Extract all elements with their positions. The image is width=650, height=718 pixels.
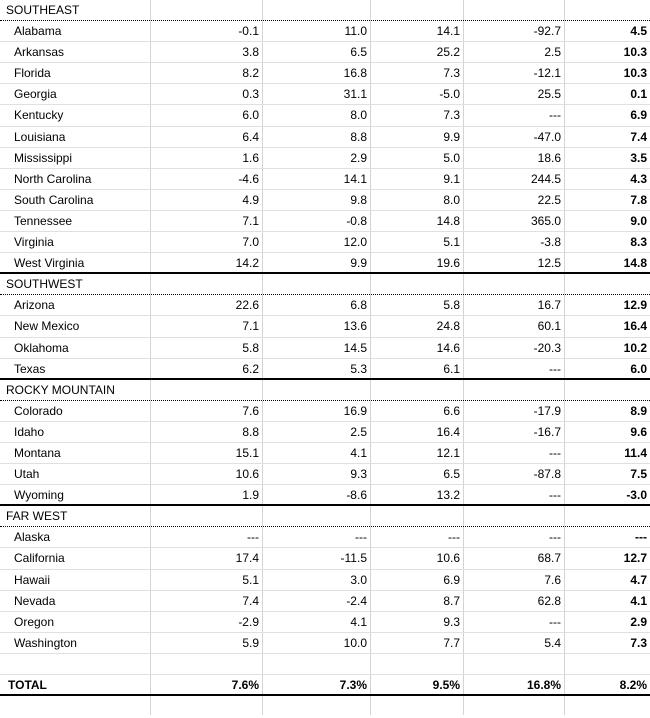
- value-cell[interactable]: -92.7: [533, 24, 561, 39]
- grid-line: [463, 696, 464, 715]
- grid-line: [564, 380, 565, 400]
- table-row: [0, 443, 650, 464]
- value-cell[interactable]: 9.9: [350, 256, 367, 271]
- value-cell[interactable]: ---: [448, 530, 460, 545]
- table-row: [0, 527, 650, 548]
- value-cell[interactable]: 62.8: [537, 593, 561, 608]
- value-cell[interactable]: 14.6: [436, 340, 460, 355]
- value-cell[interactable]: 4.7: [630, 572, 647, 587]
- section-header-southeast: [0, 0, 650, 21]
- value-cell[interactable]: -0.8: [346, 213, 367, 228]
- grid-line: [370, 380, 371, 400]
- total-value-cell[interactable]: 7.3%: [339, 678, 367, 692]
- grid-line: [564, 274, 565, 294]
- grid-line: [564, 0, 565, 20]
- value-cell[interactable]: 25.2: [436, 45, 460, 60]
- value-cell[interactable]: -17.9: [533, 403, 561, 418]
- value-cell[interactable]: 7.6: [242, 403, 259, 418]
- value-cell[interactable]: 5.4: [544, 635, 561, 650]
- value-cell[interactable]: ---: [355, 530, 367, 545]
- value-cell[interactable]: 9.0: [630, 213, 647, 228]
- grid-line: [262, 0, 263, 20]
- value-cell[interactable]: -2.9: [238, 614, 259, 629]
- state-name-cell[interactable]: Alaska: [14, 530, 51, 545]
- value-cell[interactable]: 12.9: [623, 298, 647, 313]
- value-cell[interactable]: 8.0: [443, 192, 460, 207]
- value-cell[interactable]: -16.7: [533, 424, 561, 439]
- value-cell[interactable]: 6.9: [443, 572, 460, 587]
- value-cell[interactable]: 8.0: [350, 108, 367, 123]
- value-cell[interactable]: 8.9: [630, 403, 647, 418]
- value-cell[interactable]: -5.0: [439, 87, 460, 102]
- value-cell[interactable]: 9.1: [443, 171, 460, 186]
- table-row: [0, 21, 650, 42]
- state-name-cell[interactable]: Texas: [14, 361, 46, 376]
- table-row: [0, 232, 650, 253]
- value-cell[interactable]: 2.5: [350, 424, 367, 439]
- table-row: [0, 63, 650, 84]
- value-cell[interactable]: 7.6: [544, 572, 561, 587]
- table-row: [0, 548, 650, 569]
- table-row: [0, 485, 650, 506]
- table-row: [0, 127, 650, 148]
- value-cell[interactable]: 8.2: [242, 66, 259, 81]
- value-cell[interactable]: ---: [247, 530, 259, 545]
- value-cell[interactable]: 5.0: [443, 150, 460, 165]
- table-row: [0, 464, 650, 485]
- value-cell[interactable]: 7.3: [443, 66, 460, 81]
- state-name-cell[interactable]: Colorado: [14, 403, 63, 418]
- value-cell[interactable]: 19.6: [436, 256, 460, 271]
- state-name-cell[interactable]: Arizona: [14, 298, 55, 313]
- value-cell[interactable]: 1.6: [242, 150, 259, 165]
- blank-row: [0, 654, 650, 675]
- value-cell[interactable]: 6.1: [443, 361, 460, 376]
- value-cell[interactable]: 12.0: [343, 235, 367, 250]
- table-row: [0, 359, 650, 380]
- value-cell[interactable]: 10.6: [235, 467, 259, 482]
- section-title[interactable]: SOUTHEAST: [6, 3, 80, 17]
- total-value-cell[interactable]: 9.5%: [432, 678, 460, 692]
- state-name-cell[interactable]: Utah: [14, 467, 40, 482]
- value-cell[interactable]: 7.3: [630, 635, 647, 650]
- state-name-cell[interactable]: Arkansas: [14, 45, 65, 60]
- table-row: [0, 105, 650, 126]
- value-cell[interactable]: 18.6: [537, 150, 561, 165]
- value-cell[interactable]: 9.3: [350, 467, 367, 482]
- table-row: [0, 338, 650, 359]
- state-name-cell[interactable]: Nevada: [14, 593, 56, 608]
- state-name-cell[interactable]: Louisiana: [14, 129, 66, 144]
- value-cell[interactable]: 12.7: [623, 551, 647, 566]
- value-cell[interactable]: 7.1: [242, 213, 259, 228]
- table-row: [0, 148, 650, 169]
- section-title[interactable]: SOUTHWEST: [6, 277, 83, 292]
- grid-line: [370, 696, 371, 715]
- value-cell[interactable]: 22.6: [235, 298, 259, 313]
- grid-line: [463, 380, 464, 400]
- value-cell[interactable]: 6.5: [350, 45, 367, 60]
- total-label[interactable]: TOTAL: [8, 678, 47, 692]
- value-cell[interactable]: 9.9: [443, 129, 460, 144]
- state-name-cell[interactable]: West Virginia: [14, 256, 85, 271]
- table-row: [0, 253, 650, 274]
- grid-line: [370, 654, 371, 674]
- value-cell[interactable]: 4.1: [350, 614, 367, 629]
- value-cell[interactable]: 5.1: [242, 572, 259, 587]
- value-cell[interactable]: -11.5: [340, 551, 367, 566]
- grid-line: [463, 274, 464, 294]
- table-row: [0, 633, 650, 654]
- value-cell[interactable]: 244.5: [530, 171, 561, 186]
- value-cell[interactable]: 9.8: [350, 192, 367, 207]
- grid-line: [564, 506, 565, 526]
- value-cell[interactable]: 9.6: [630, 424, 647, 439]
- value-cell[interactable]: 31.1: [343, 87, 367, 102]
- value-cell[interactable]: 16.4: [623, 319, 647, 334]
- value-cell[interactable]: -12.1: [533, 66, 561, 81]
- grid-line: [262, 274, 263, 294]
- value-cell[interactable]: -87.8: [533, 467, 561, 482]
- value-cell[interactable]: 22.5: [537, 192, 561, 207]
- value-cell[interactable]: 5.3: [350, 361, 367, 376]
- value-cell[interactable]: -20.3: [533, 340, 561, 355]
- value-cell[interactable]: 8.8: [350, 129, 367, 144]
- value-cell[interactable]: ---: [549, 614, 561, 629]
- value-cell[interactable]: -8.6: [346, 488, 367, 503]
- value-cell[interactable]: 14.1: [436, 24, 460, 39]
- value-cell[interactable]: 6.6: [443, 403, 460, 418]
- state-name-cell[interactable]: Georgia: [14, 87, 57, 102]
- grid-line: [463, 0, 464, 20]
- value-cell[interactable]: ---: [549, 488, 561, 503]
- value-cell[interactable]: 4.1: [350, 445, 367, 460]
- state-name-cell[interactable]: Tennessee: [14, 213, 73, 228]
- value-cell[interactable]: 60.1: [537, 319, 561, 334]
- value-cell[interactable]: 16.9: [343, 403, 367, 418]
- value-cell[interactable]: 7.8: [630, 192, 647, 207]
- value-cell[interactable]: 6.2: [242, 361, 259, 376]
- value-cell[interactable]: 16.7: [537, 298, 561, 313]
- value-cell[interactable]: ---: [549, 530, 561, 545]
- table-row: [0, 612, 650, 633]
- value-cell[interactable]: 11.0: [344, 24, 367, 39]
- value-cell[interactable]: 10.3: [623, 66, 647, 81]
- state-name-cell[interactable]: Wyoming: [14, 488, 64, 503]
- value-cell[interactable]: 13.6: [343, 319, 367, 334]
- state-name-cell[interactable]: South Carolina: [14, 192, 94, 207]
- grid-line: [150, 380, 151, 400]
- value-cell[interactable]: 16.4: [436, 424, 460, 439]
- section-title[interactable]: FAR WEST: [6, 509, 68, 524]
- value-cell[interactable]: 68.7: [537, 551, 561, 566]
- value-cell[interactable]: 4.3: [630, 171, 647, 186]
- value-cell[interactable]: 6.5: [443, 467, 460, 482]
- total-value-cell[interactable]: 16.8%: [526, 678, 561, 692]
- state-name-cell[interactable]: Oklahoma: [14, 340, 69, 355]
- value-cell[interactable]: 7.1: [242, 319, 259, 334]
- section-header-rocky-mountain: [0, 380, 650, 401]
- table-row: [0, 190, 650, 211]
- value-cell[interactable]: -0.1: [238, 24, 259, 39]
- grid-line: [370, 0, 371, 20]
- blank-row: [0, 696, 650, 715]
- value-cell[interactable]: 14.1: [343, 171, 367, 186]
- value-cell[interactable]: 6.4: [242, 129, 259, 144]
- value-cell[interactable]: 8.3: [630, 235, 647, 250]
- value-cell[interactable]: 10.3: [623, 45, 647, 60]
- value-cell[interactable]: 16.8: [343, 66, 367, 81]
- value-cell[interactable]: ---: [549, 445, 561, 460]
- value-cell[interactable]: 17.4: [235, 551, 259, 566]
- table-row: [0, 42, 650, 63]
- value-cell[interactable]: 7.0: [242, 235, 259, 250]
- state-name-cell[interactable]: Idaho: [14, 424, 45, 439]
- state-name-cell[interactable]: California: [14, 551, 65, 566]
- value-cell[interactable]: 5.8: [242, 340, 259, 355]
- state-name-cell[interactable]: Mississippi: [14, 150, 73, 165]
- grid-line: [370, 506, 371, 526]
- value-cell[interactable]: 8.7: [443, 593, 460, 608]
- state-name-cell[interactable]: Kentucky: [14, 108, 64, 123]
- value-cell[interactable]: 1.9: [242, 488, 259, 503]
- value-cell[interactable]: 10.2: [623, 340, 647, 355]
- state-name-cell[interactable]: Oregon: [14, 614, 55, 629]
- value-cell[interactable]: 6.8: [350, 298, 367, 313]
- table-row: [0, 401, 650, 422]
- total-value-cell[interactable]: 8.2%: [619, 678, 647, 692]
- value-cell[interactable]: ---: [549, 361, 561, 376]
- value-cell[interactable]: 5.1: [443, 235, 460, 250]
- value-cell[interactable]: 7.4: [242, 593, 259, 608]
- value-cell[interactable]: 2.9: [630, 614, 647, 629]
- table-row: [0, 570, 650, 591]
- value-cell[interactable]: 7.7: [443, 635, 460, 650]
- table-row: [0, 169, 650, 190]
- state-name-cell[interactable]: Florida: [14, 66, 51, 81]
- total-value-cell[interactable]: 7.6%: [231, 678, 259, 692]
- grid-line: [150, 506, 151, 526]
- table-row: [0, 211, 650, 232]
- value-cell[interactable]: 15.1: [235, 445, 259, 460]
- value-cell[interactable]: 3.8: [242, 45, 259, 60]
- value-cell[interactable]: 24.8: [436, 319, 460, 334]
- value-cell[interactable]: 6.0: [630, 361, 647, 376]
- section-header-far-west: [0, 506, 650, 527]
- table-row: [0, 316, 650, 337]
- value-cell[interactable]: 4.9: [242, 192, 259, 207]
- value-cell[interactable]: -3.8: [540, 235, 561, 250]
- grid-line: [564, 696, 565, 715]
- value-cell[interactable]: 0.3: [242, 87, 259, 102]
- value-cell[interactable]: 365.0: [530, 213, 561, 228]
- value-cell[interactable]: ---: [635, 530, 647, 545]
- total-row: [0, 675, 650, 696]
- value-cell[interactable]: 14.5: [343, 340, 367, 355]
- grid-line: [564, 654, 565, 674]
- value-cell[interactable]: 14.8: [623, 256, 647, 271]
- value-cell[interactable]: ---: [549, 108, 561, 123]
- value-cell[interactable]: 0.1: [630, 87, 647, 102]
- table-row: [0, 84, 650, 105]
- value-cell[interactable]: -3.0: [626, 488, 647, 503]
- value-cell[interactable]: 4.1: [630, 593, 647, 608]
- value-cell[interactable]: 2.9: [350, 150, 367, 165]
- table-row: [0, 591, 650, 612]
- value-cell[interactable]: 5.9: [242, 635, 259, 650]
- grid-line: [262, 654, 263, 674]
- value-cell[interactable]: 7.3: [443, 108, 460, 123]
- value-cell[interactable]: 12.1: [436, 445, 460, 460]
- state-name-cell[interactable]: Virginia: [14, 235, 54, 250]
- table-row: [0, 422, 650, 443]
- value-cell[interactable]: 3.5: [630, 150, 647, 165]
- value-cell[interactable]: 9.3: [443, 614, 460, 629]
- grid-line: [262, 506, 263, 526]
- state-name-cell[interactable]: Montana: [14, 445, 61, 460]
- grid-line: [463, 506, 464, 526]
- value-cell[interactable]: 12.5: [537, 256, 561, 271]
- value-cell[interactable]: -4.6: [238, 171, 259, 186]
- state-name-cell[interactable]: North Carolina: [14, 171, 92, 186]
- value-cell[interactable]: 11.4: [624, 445, 647, 460]
- value-cell[interactable]: 7.4: [630, 129, 647, 144]
- value-cell[interactable]: 8.8: [242, 424, 259, 439]
- value-cell[interactable]: 13.2: [436, 488, 460, 503]
- value-cell[interactable]: 14.2: [235, 256, 259, 271]
- value-cell[interactable]: -47.0: [533, 129, 561, 144]
- value-cell[interactable]: 4.5: [630, 24, 647, 39]
- grid-line: [262, 696, 263, 715]
- value-cell[interactable]: 10.0: [343, 635, 367, 650]
- grid-line: [262, 380, 263, 400]
- grid-line: [150, 654, 151, 674]
- state-name-cell[interactable]: Hawaii: [14, 572, 51, 587]
- state-name-cell[interactable]: Washington: [14, 635, 77, 650]
- value-cell[interactable]: 3.0: [350, 572, 367, 587]
- grid-line: [150, 0, 151, 20]
- value-cell[interactable]: 14.8: [436, 213, 460, 228]
- value-cell[interactable]: -2.4: [346, 593, 367, 608]
- state-name-cell[interactable]: New Mexico: [14, 319, 80, 334]
- value-cell[interactable]: 5.8: [443, 298, 460, 313]
- table-row: [0, 295, 650, 316]
- value-cell[interactable]: 7.5: [630, 467, 647, 482]
- value-cell[interactable]: 25.5: [537, 87, 561, 102]
- value-cell[interactable]: 2.5: [544, 45, 561, 60]
- value-cell[interactable]: 6.0: [242, 108, 259, 123]
- grid-line: [370, 274, 371, 294]
- state-name-cell[interactable]: Alabama: [14, 24, 62, 39]
- section-header-southwest: [0, 274, 650, 295]
- section-title[interactable]: ROCKY MOUNTAIN: [6, 382, 115, 397]
- value-cell[interactable]: 6.9: [630, 108, 647, 123]
- value-cell[interactable]: 10.6: [436, 551, 460, 566]
- grid-line: [463, 654, 464, 674]
- grid-line: [150, 696, 151, 715]
- grid-line: [150, 274, 151, 294]
